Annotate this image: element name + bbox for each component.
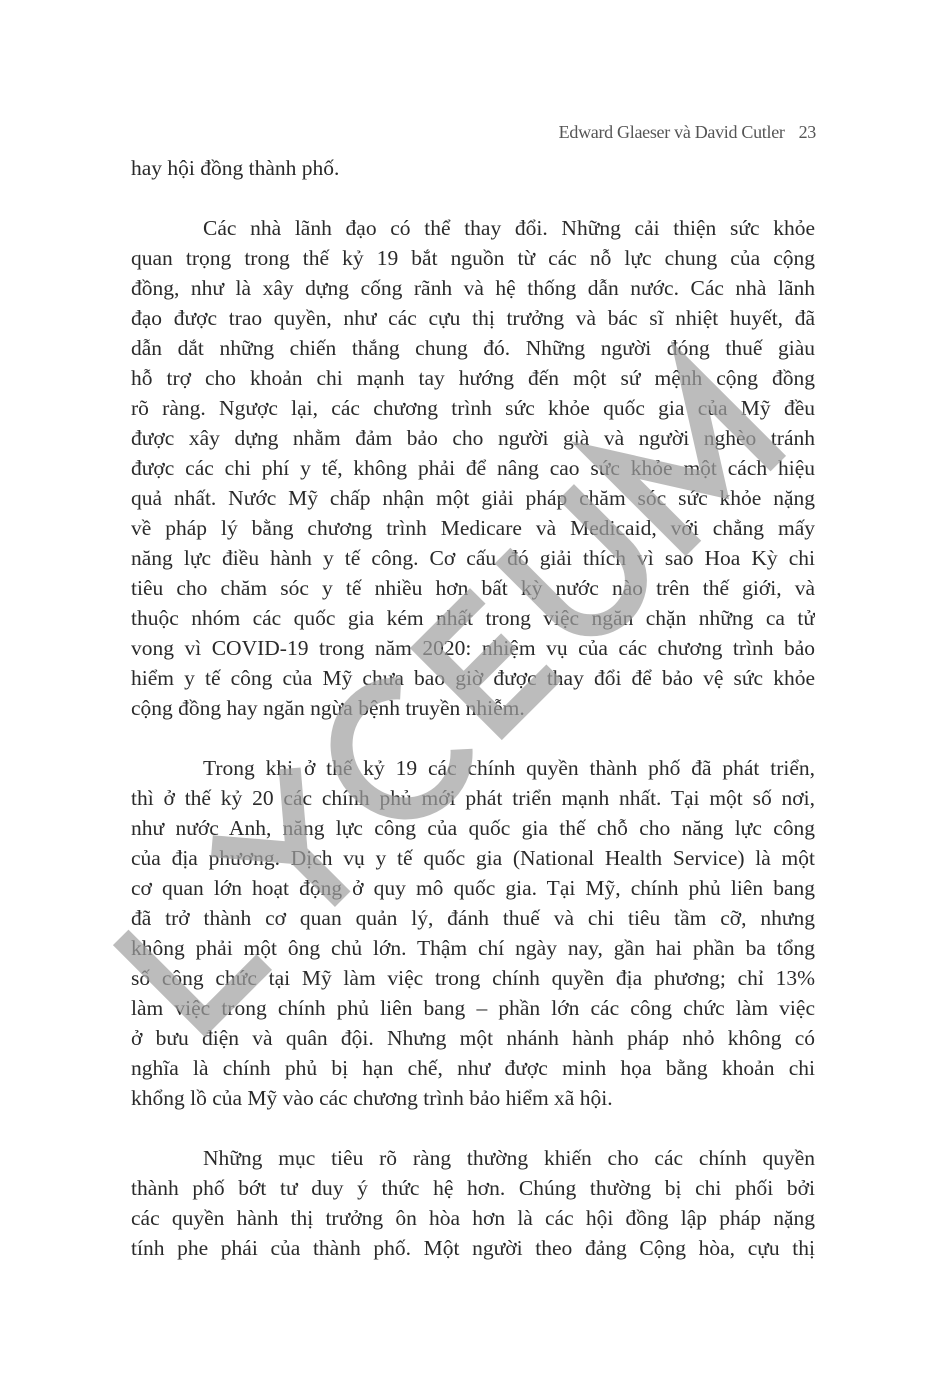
paragraph-20th-century: [131, 753, 815, 1113]
text-line: không phải một ông chủ lớn. Thậm chí ngày nay, gần hai phần ba tổng: [131, 936, 815, 960]
running-header: [559, 122, 816, 143]
paragraph-leaders: [131, 213, 815, 723]
text-line: hỗ trợ cho khoản chi mạnh tay hướng đến một sứ mệnh cộng đồng: [131, 366, 815, 390]
text-line: nghĩa là chính phủ bị hạn chế, như được minh họa bằng khoản chi: [131, 1056, 815, 1080]
text-line: của địa phương. Dịch vụ y tế quốc gia (National Health Service) là một: [131, 846, 815, 870]
text-line: Trong khi ở thế kỷ 19 các chính quyền thành phố đã phát triển,: [203, 756, 815, 780]
text-line: hiểm y tế công của Mỹ chưa bao giờ được thay đổi để bảo vệ sức khỏe: [131, 666, 815, 690]
text-line: quả nhất. Nước Mỹ chấp nhận một giải pháp chăm sóc sức khỏe nặng: [131, 486, 815, 510]
text-line: đồng, như là xây dựng cống rãnh và hệ thống dẫn nước. Các nhà lãnh: [131, 276, 815, 300]
text-line: số công chức tại Mỹ làm việc trong chính quyền địa phương; chỉ 13%: [131, 966, 815, 990]
page-number: 23: [798, 122, 816, 142]
text-line: rõ ràng. Ngược lại, các chương trình sức khỏe quốc gia của Mỹ đều: [131, 396, 815, 420]
text-line: Các nhà lãnh đạo có thể thay đổi. Những cải thiện sức khỏe: [203, 216, 815, 240]
text-line: tính phe phái của thành phố. Một người theo đảng Cộng hòa, cựu thị: [131, 1236, 815, 1260]
text-line: được các chi phí y tế, không phải để nâng cao sức khỏe một cách hiệu: [131, 456, 815, 480]
text-line: cơ quan lớn hoạt động ở quy mô quốc gia. Tại Mỹ, chính phủ liên bang: [131, 876, 815, 900]
text-line: được xây dựng nhằm đảm bảo cho người già và người nghèo tránh: [131, 426, 815, 450]
paragraph-city-goals: [131, 1143, 815, 1263]
text-line: dẫn dắt những chiến thắng chung đó. Những người đóng thuế giàu: [131, 336, 815, 360]
text-line: ở bưu điện và quân đội. Nhưng một nhánh hành pháp nhỏ không có: [131, 1026, 815, 1050]
text-line: thuộc nhóm các quốc gia kém nhất trong việc ngăn chặn những ca tử: [131, 606, 815, 630]
text-line: vong vì COVID-19 trong năm 2020: nhiệm vụ của các chương trình bảo: [131, 636, 815, 660]
text-line: tiêu cho chăm sóc y tế nhiều hơn bất kỳ nước nào trên thế giới, và: [131, 576, 815, 600]
text-line: quan trọng trong thế kỷ 19 bắt nguồn từ các nỗ lực chung của cộng: [131, 246, 815, 270]
text-line: khổng lồ của Mỹ vào các chương trình bảo hiểm xã hội.: [131, 1086, 613, 1110]
text-line: cộng đồng hay ngăn ngừa bệnh truyền nhiễm.: [131, 696, 525, 720]
text-line: Những mục tiêu rõ ràng thường khiến cho các chính quyền: [203, 1146, 815, 1170]
text-line: thì ở thế kỷ 20 các chính phủ mới phát triển mạnh nhất. Tại một số nơi,: [131, 786, 815, 810]
text-line: năng lực điều hành y tế công. Cơ cấu đó giải thích vì sao Hoa Kỳ chi: [131, 546, 815, 570]
header-authors: Edward Glaeser và David Cutler: [558, 122, 785, 142]
text-line: làm việc trong chính phủ liên bang – phần lớn các công chức làm việc: [131, 996, 815, 1020]
text-line: các quyền hành thị trưởng ôn hòa hơn là các hội đồng lập pháp nặng: [131, 1206, 815, 1230]
paragraph-continuation: [131, 153, 815, 183]
text-line: về pháp lý bằng chương trình Medicare và Medicaid, với chẳng mấy: [131, 516, 815, 540]
text-line: đã trở thành cơ quan quản lý, đánh thuế và chi tiêu tầm cỡ, nhưng: [131, 906, 815, 930]
text-line: thành phố bớt tư duy ý thức hệ hơn. Chúng thường bị chi phối bởi: [131, 1176, 815, 1200]
text-line: như nước Anh, năng lực công của quốc gia thế chỗ cho năng lực công: [131, 816, 815, 840]
text-line: hay hội đồng thành phố.: [131, 156, 340, 180]
text-line: đạo được trao quyền, như các cựu thị trưởng và bác sĩ nhiệt huyết, đã: [131, 306, 815, 330]
